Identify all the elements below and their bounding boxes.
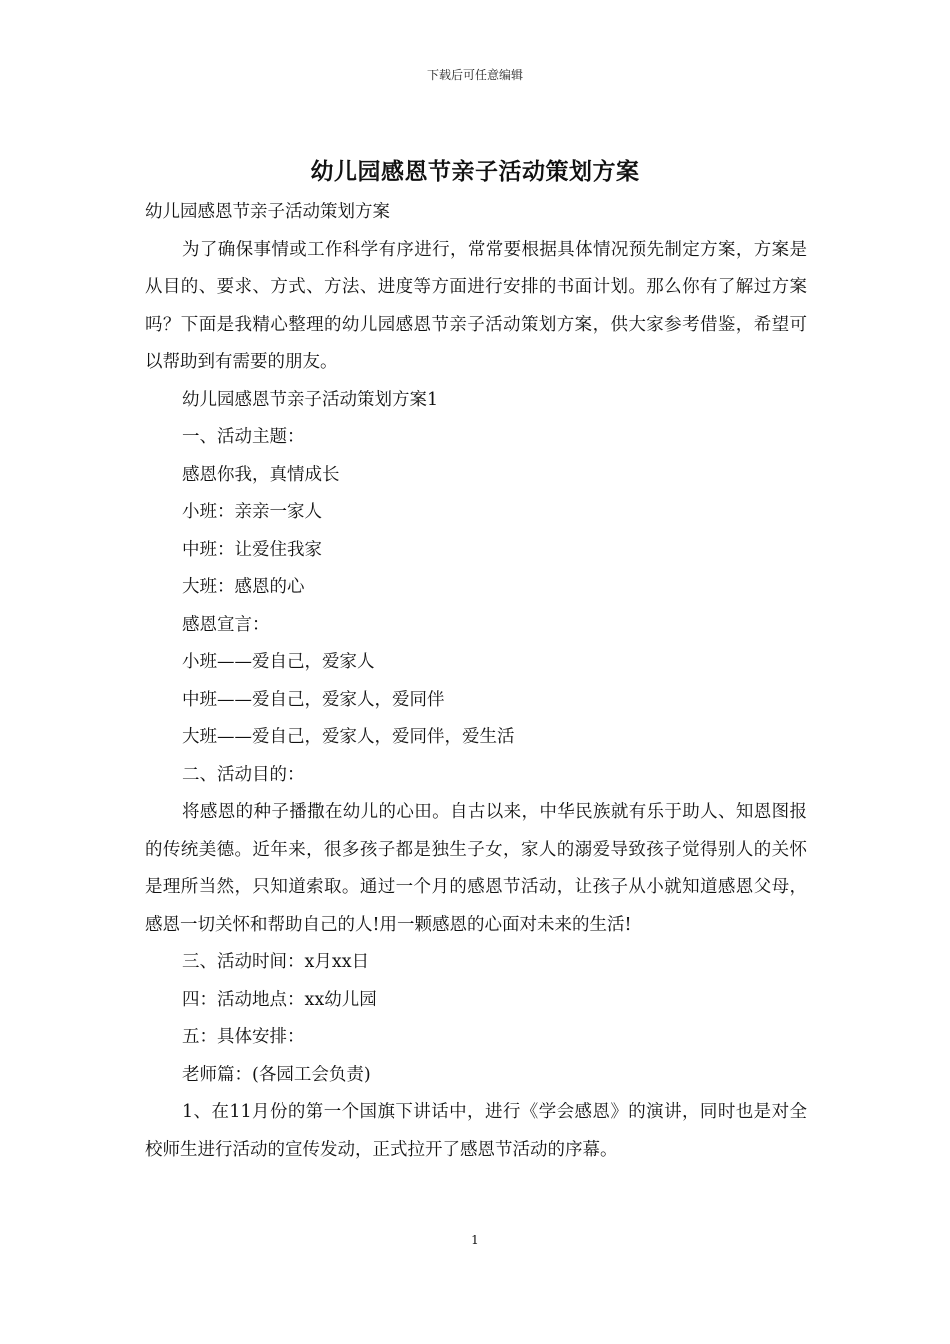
paragraph-declaration-middle: 中班——爱自己，爱家人，爱同伴 bbox=[182, 689, 445, 710]
paragraph-declaration-big: 大班——爱自己，爱家人，爱同伴，爱生活 bbox=[182, 727, 515, 747]
paragraph-teachers: 老师篇：(各园工会负责) bbox=[182, 1064, 371, 1085]
paragraph-theme: 感恩你我，真情成长 bbox=[182, 464, 340, 485]
paragraph-plan-heading: 幼儿园感恩节亲子活动策划方案1 bbox=[182, 389, 439, 410]
paragraph-small-class: 小班：亲亲一家人 bbox=[182, 502, 322, 522]
paragraph-declaration-small: 小班——爱自己，爱家人 bbox=[182, 652, 375, 672]
paragraph-intro: 为了确保事情或工作科学有序进行，常常要根据具体情况预先制定方案，方案是从目的、要求、方式、方法、进度等方面进行安排的书面计划。那么你有了解过方案吗？下面是我精心整理的幼儿园感恩节亲子活动策划方案，供大家参考借鉴，希望可以帮助到有需要的朋友。 bbox=[145, 239, 807, 372]
paragraph-big-class: 大班：感恩的心 bbox=[182, 577, 305, 597]
paragraph-time: 三、活动时间：x月xx日 bbox=[182, 952, 370, 972]
document-title: 幼儿园感恩节亲子活动策划方案 bbox=[310, 158, 640, 185]
paragraph-location: 四：活动地点：xx幼儿园 bbox=[182, 989, 377, 1010]
paragraph-item-1: 1、在11月份的第一个国旗下讲话中，进行《学会感恩》的演讲，同时也是对全校师生进行活动的宣传发动，正式拉开了感恩节活动的序幕。 bbox=[145, 1102, 807, 1160]
paragraph-purpose: 将感恩的种子播撒在幼儿的心田。自古以来，中华民族就有乐于助人、知恩图报的传统美德。近年来，很多孩子都是独生子女，家人的溺爱导致孩子觉得别人的关怀是理所当然，只知道索取。通过一个月的感恩节活动，让孩子从小就知道感恩父母，感恩一切关怀和帮助自己的人!用一颗感恩的心面对未来的生活! bbox=[145, 802, 807, 935]
paragraph-declaration-heading: 感恩宣言： bbox=[182, 614, 270, 635]
section-heading-theme: 一、活动主题： bbox=[182, 427, 305, 447]
document-body bbox=[145, 194, 807, 1169]
paragraph-middle-class: 中班：让爱住我家 bbox=[182, 539, 322, 560]
paragraph-subtitle: 幼儿园感恩节亲子活动策划方案 bbox=[145, 202, 390, 222]
page-header: 下载后可任意编辑 bbox=[426, 68, 523, 82]
page-number: 1 bbox=[471, 1233, 479, 1247]
section-heading-purpose: 二、活动目的： bbox=[182, 764, 305, 785]
section-heading-arrangement: 五：具体安排： bbox=[182, 1027, 305, 1047]
